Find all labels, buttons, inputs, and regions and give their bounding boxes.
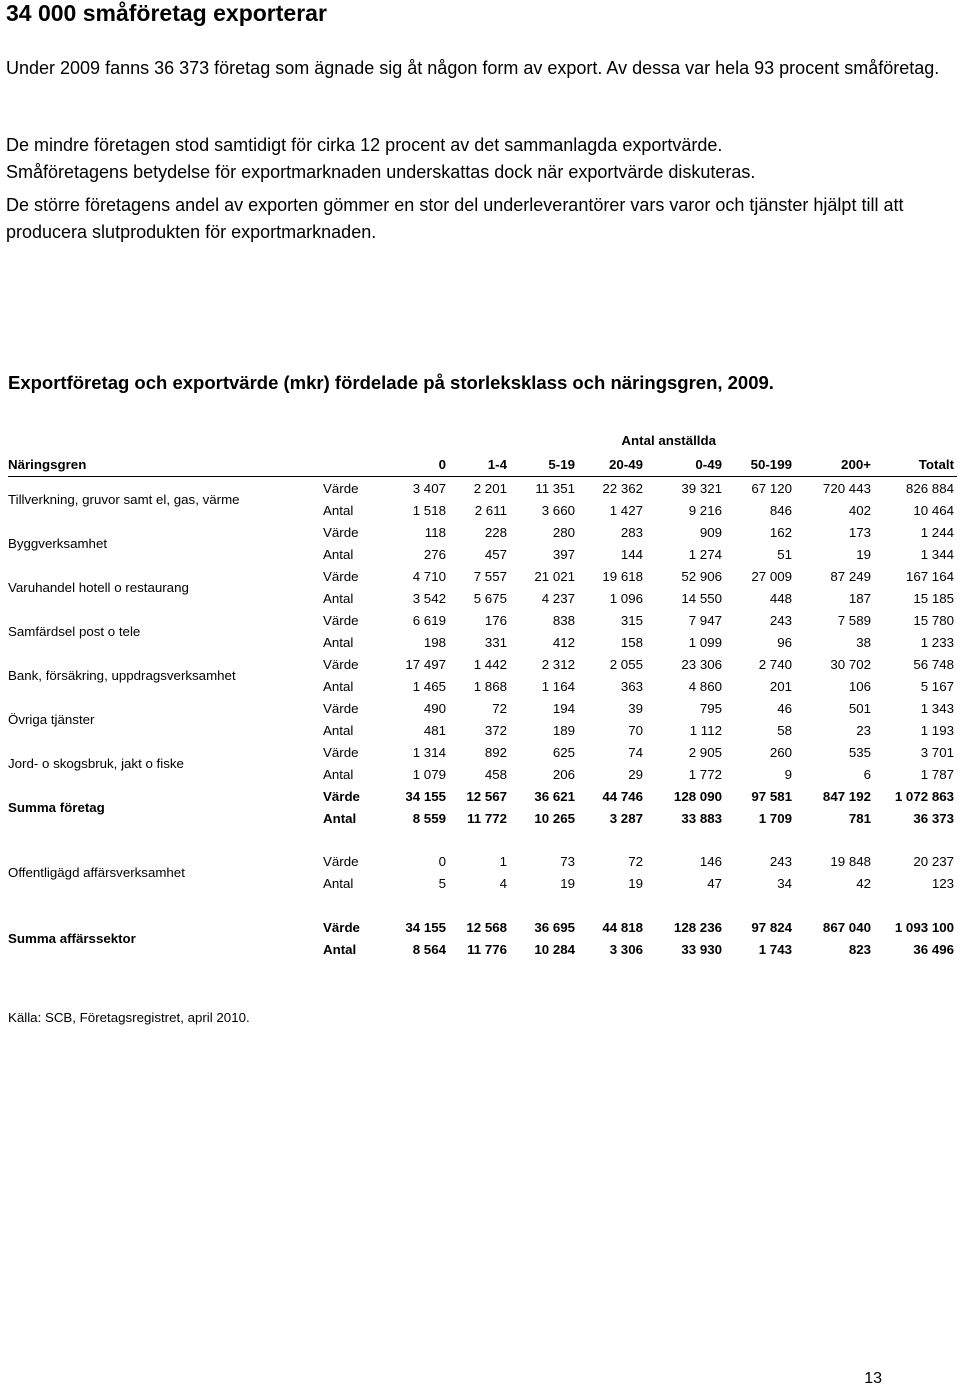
table-cell: 36 373 [913, 811, 954, 826]
paragraph-underestimated: Småföretagens betydelse för exportmarknaden underskattas dock när exportvärde diskuteras. [6, 162, 756, 182]
table-cell: 158 [620, 635, 643, 650]
column-header: 5-19 [548, 457, 575, 472]
row-type: Antal [323, 767, 354, 782]
table-cell: 34 [777, 876, 792, 891]
table-cell: 19 618 [602, 569, 643, 584]
table-cell: 30 702 [830, 657, 871, 672]
table-cell: 2 055 [609, 657, 643, 672]
table-cell: 2 740 [758, 657, 792, 672]
table-cell: 21 021 [534, 569, 575, 584]
group-label: Summa företag [8, 800, 105, 815]
table-cell: 2 312 [541, 657, 575, 672]
table-cell: 1 343 [920, 701, 954, 716]
table-row [8, 588, 957, 610]
table-cell: 1 442 [473, 657, 507, 672]
table-row [8, 544, 957, 566]
table-cell: 1 518 [412, 503, 446, 518]
table-cell: 128 090 [673, 789, 722, 804]
table-cell: 457 [484, 547, 507, 562]
table-cell: 501 [848, 701, 871, 716]
table-cell: 331 [484, 635, 507, 650]
table-row [8, 917, 957, 939]
column-header: 0-49 [695, 457, 722, 472]
source-note: Källa: SCB, Företagsregistret, april 2010. [8, 1010, 250, 1025]
table-row [8, 786, 957, 808]
table-cell: 5 [438, 876, 446, 891]
table-cell: 720 443 [822, 481, 871, 496]
table-cell: 198 [423, 635, 446, 650]
column-header: 50-199 [750, 457, 792, 472]
table-cell: 46 [777, 701, 792, 716]
table-row [8, 522, 957, 544]
table-cell: 4 237 [541, 591, 575, 606]
table-cell: 38 [856, 635, 871, 650]
table-cell: 96 [777, 635, 792, 650]
table-cell: 781 [848, 811, 871, 826]
table-cell: 176 [484, 613, 507, 628]
table-cell: 73 [560, 854, 575, 869]
table-cell: 1 427 [609, 503, 643, 518]
table-cell: 1 868 [473, 679, 507, 694]
table-cell: 34 155 [405, 789, 446, 804]
table-cell: 8 559 [412, 811, 446, 826]
table-cell: 363 [620, 679, 643, 694]
table-cell: 51 [777, 547, 792, 562]
row-header: Näringsgren [8, 457, 87, 472]
table-row [8, 500, 957, 522]
table-cell: 3 306 [609, 942, 643, 957]
table-cell: 167 164 [905, 569, 954, 584]
row-type: Värde [323, 701, 359, 716]
table-row [8, 764, 957, 786]
table-cell: 402 [848, 503, 871, 518]
table-cell: 4 860 [688, 679, 722, 694]
table-cell: 1 096 [609, 591, 643, 606]
table-cell: 20 237 [913, 854, 954, 869]
table-cell: 123 [931, 876, 954, 891]
table-cell: 74 [628, 745, 643, 760]
table-cell: 4 [499, 876, 507, 891]
table-cell: 11 776 [467, 942, 507, 957]
row-type: Värde [323, 613, 359, 628]
table-cell: 1 193 [920, 723, 954, 738]
table-cell: 42 [856, 876, 871, 891]
table-row [8, 808, 957, 830]
table-cell: 2 905 [688, 745, 722, 760]
table-cell: 892 [484, 745, 507, 760]
table-cell: 838 [552, 613, 575, 628]
table-cell: 1 344 [920, 547, 954, 562]
table-cell: 372 [484, 723, 507, 738]
table-cell: 280 [552, 525, 575, 540]
table-cell: 189 [552, 723, 575, 738]
table-cell: 10 284 [534, 942, 575, 957]
table-cell: 87 249 [830, 569, 871, 584]
table-cell: 10 464 [913, 503, 954, 518]
table-cell: 44 746 [602, 789, 643, 804]
table-cell: 276 [423, 547, 446, 562]
table-cell: 490 [423, 701, 446, 716]
table-cell: 826 884 [905, 481, 954, 496]
table-cell: 412 [552, 635, 575, 650]
column-header: 0 [438, 457, 446, 472]
table-cell: 22 362 [602, 481, 643, 496]
table-cell: 19 848 [830, 854, 871, 869]
table-cell: 39 [628, 701, 643, 716]
table-cell: 1 [499, 854, 507, 869]
table-cell: 2 201 [473, 481, 507, 496]
row-type: Antal [323, 591, 354, 606]
row-type: Antal [323, 547, 354, 562]
row-type: Antal [323, 723, 354, 738]
row-type: Antal [323, 503, 354, 518]
row-type: Värde [323, 525, 359, 540]
table-cell: 2 611 [474, 503, 507, 518]
table-cell: 47 [707, 876, 722, 891]
table-cell: 4 710 [412, 569, 446, 584]
table-cell: 58 [777, 723, 792, 738]
table-cell: 72 [628, 854, 643, 869]
group-label: Varuhandel hotell o restaurang [8, 580, 189, 595]
column-header: 20-49 [608, 457, 643, 472]
table-cell: 823 [848, 942, 871, 957]
table-row [8, 720, 957, 742]
table-cell: 187 [848, 591, 871, 606]
table-cell: 0 [438, 854, 446, 869]
table-cell: 8 564 [412, 942, 446, 957]
table-cell: 243 [769, 854, 792, 869]
table-cell: 67 120 [751, 481, 792, 496]
table-cell: 72 [492, 701, 507, 716]
table-cell: 3 660 [541, 503, 575, 518]
table-cell: 9 216 [688, 503, 722, 518]
table-cell: 1 099 [688, 635, 722, 650]
table-header-row [8, 454, 957, 476]
table-cell: 1 072 863 [894, 789, 954, 804]
row-type: Antal [323, 876, 354, 891]
table-cell: 162 [769, 525, 792, 540]
table-cell: 19 [628, 876, 643, 891]
group-label: Bank, försäkring, uppdragsverksamhet [8, 668, 236, 683]
table-cell: 173 [848, 525, 871, 540]
table-cell: 56 748 [913, 657, 954, 672]
table-cell: 128 236 [673, 920, 722, 935]
paragraph-intro: Under 2009 fanns 36 373 företag som ägnade sig åt någon form av export. Av dessa var hela 93 procent småföretag. [6, 58, 940, 78]
group-label: Byggverksamhet [8, 536, 108, 551]
table-cell: 12 568 [466, 920, 507, 935]
table-cell: 33 883 [681, 811, 722, 826]
table-cell: 535 [848, 745, 871, 760]
table-cell: 15 185 [913, 591, 954, 606]
group-label: Samfärdsel post o tele [8, 624, 141, 639]
table-cell: 1 743 [758, 942, 792, 957]
table-cell: 206 [552, 767, 575, 782]
super-header: Antal anställda [621, 433, 716, 448]
column-header: 200+ [841, 457, 871, 472]
group-label: Jord- o skogsbruk, jakt o fiske [8, 756, 184, 771]
table-row [8, 851, 957, 873]
table-cell: 397 [552, 547, 575, 562]
row-type: Värde [323, 789, 360, 804]
table-cell: 3 542 [412, 591, 446, 606]
table-cell: 228 [484, 525, 507, 540]
table-cell: 1 787 [920, 767, 954, 782]
table-cell: 243 [769, 613, 792, 628]
table-row [8, 610, 957, 632]
table-cell: 6 619 [412, 613, 446, 628]
table-cell: 36 496 [913, 942, 954, 957]
table-cell: 1 112 [689, 723, 722, 738]
table-row [8, 698, 957, 720]
table-cell: 97 581 [751, 789, 792, 804]
table-row [8, 873, 957, 895]
group-label: Övriga tjänster [8, 712, 95, 727]
table-cell: 201 [769, 679, 792, 694]
table-cell: 6 [863, 767, 871, 782]
row-type: Antal [323, 942, 357, 957]
row-type: Värde [323, 745, 359, 760]
table-cell: 458 [484, 767, 507, 782]
table-cell: 23 [856, 723, 871, 738]
row-type: Värde [323, 481, 359, 496]
row-type: Antal [323, 679, 354, 694]
group-label: Offentligägd affärsverksamhet [8, 865, 185, 880]
table-cell: 106 [848, 679, 871, 694]
paragraph-subcontractors: De större företagens andel av exporten gömmer en stor del underleverantörer vars varor och tjänster hjälpt till att producera slutprodukten för exportmarknaden. [6, 195, 904, 242]
table-cell: 17 497 [405, 657, 446, 672]
row-type: Antal [323, 635, 354, 650]
table-cell: 7 589 [837, 613, 871, 628]
table-cell: 14 550 [681, 591, 722, 606]
table-cell: 625 [552, 745, 575, 760]
table-cell: 1 244 [920, 525, 954, 540]
table-cell: 29 [628, 767, 643, 782]
table-row [8, 632, 957, 654]
table-row [8, 566, 957, 588]
row-type: Värde [323, 569, 359, 584]
table-cell: 909 [699, 525, 722, 540]
table-row [8, 939, 957, 961]
table-cell: 283 [620, 525, 643, 540]
table-cell: 9 [784, 767, 792, 782]
table-cell: 11 772 [467, 811, 507, 826]
table-cell: 481 [423, 723, 446, 738]
table-cell: 1 709 [758, 811, 792, 826]
table-cell: 19 [856, 547, 871, 562]
table-cell: 5 675 [473, 591, 507, 606]
table-cell: 33 930 [681, 942, 722, 957]
table-cell: 1 233 [920, 635, 954, 650]
table-row [8, 676, 957, 698]
table-row [8, 654, 957, 676]
table-row [8, 742, 957, 764]
table-cell: 146 [699, 854, 722, 869]
table-cell: 10 265 [534, 811, 575, 826]
table-cell: 1 314 [412, 745, 446, 760]
table-cell: 52 906 [681, 569, 722, 584]
table-cell: 11 351 [535, 481, 575, 496]
table-cell: 795 [699, 701, 722, 716]
table-cell: 36 695 [534, 920, 575, 935]
table-cell: 118 [424, 525, 446, 540]
table-cell: 846 [769, 503, 792, 518]
table-cell: 3 287 [609, 811, 643, 826]
row-type: Antal [323, 811, 357, 826]
table-title: Exportföretag och exportvärde (mkr) fördelade på storleksklass och näringsgren, 2009. [8, 372, 774, 393]
table-cell: 3 407 [412, 481, 446, 496]
table-row [8, 478, 957, 500]
table-super-header-row [8, 430, 957, 452]
row-type: Värde [323, 657, 359, 672]
group-label: Summa affärssektor [8, 931, 136, 946]
table-cell: 15 780 [913, 613, 954, 628]
page-number: 13 [864, 1370, 882, 1387]
table-cell: 315 [620, 613, 643, 628]
table-cell: 448 [769, 591, 792, 606]
table-cell: 12 567 [466, 789, 507, 804]
table-cell: 144 [620, 547, 643, 562]
table-cell: 1 164 [541, 679, 575, 694]
table-cell: 36 621 [534, 789, 575, 804]
row-type: Värde [323, 854, 359, 869]
table-cell: 44 818 [602, 920, 643, 935]
table-cell: 34 155 [405, 920, 446, 935]
table-cell: 194 [552, 701, 575, 716]
table-cell: 27 009 [751, 569, 792, 584]
table-cell: 3 701 [920, 745, 954, 760]
column-header: Totalt [918, 457, 954, 472]
table-cell: 1 274 [688, 547, 722, 562]
table-cell: 1 079 [412, 767, 446, 782]
table-cell: 7 947 [688, 613, 722, 628]
table-cell: 5 167 [920, 679, 954, 694]
table-cell: 97 824 [751, 920, 792, 935]
page-title: 34 000 småföretag exporterar [6, 0, 327, 26]
paragraph-share: De mindre företagen stod samtidigt för cirka 12 procent av det sammanlagda exportvärde. [6, 135, 723, 155]
table-cell: 7 557 [473, 569, 507, 584]
column-header: 1-4 [487, 457, 507, 472]
table-cell: 1 772 [688, 767, 722, 782]
table-cell: 847 192 [822, 789, 871, 804]
table-cell: 1 093 100 [894, 920, 954, 935]
group-label: Tillverkning, gruvor samt el, gas, värme [8, 492, 240, 507]
table-cell: 70 [628, 723, 643, 738]
table-cell: 23 306 [681, 657, 722, 672]
table-cell: 39 321 [681, 481, 722, 496]
table-cell: 260 [769, 745, 792, 760]
table-cell: 19 [560, 876, 575, 891]
table-cell: 1 465 [412, 679, 446, 694]
header-divider [8, 476, 957, 477]
row-type: Värde [323, 920, 360, 935]
table-cell: 867 040 [822, 920, 871, 935]
